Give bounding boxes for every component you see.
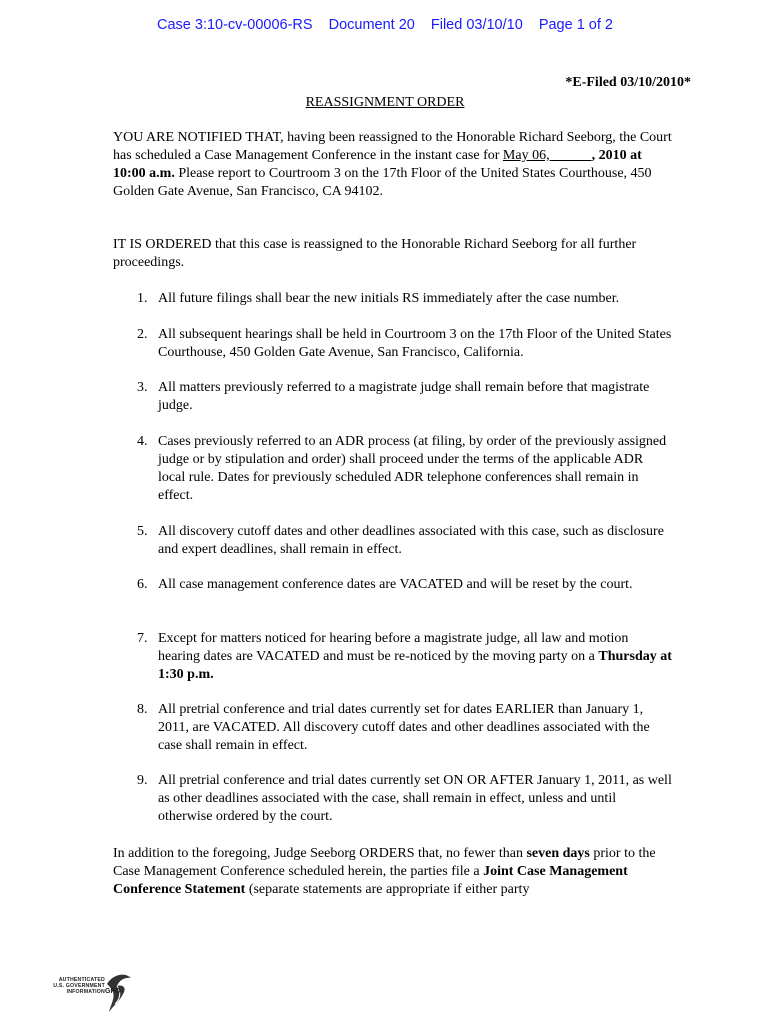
order-text: All pretrial conference and trial dates currently set for dates EARLIER than January 1, 2011, are VACATED. All discovery cutoff dates and other deadlines associated with the case shall remain in effect. (158, 702, 650, 753)
order-item (113, 523, 673, 559)
document-number: Document 20 (328, 17, 415, 33)
closing-text-1: In addition to the foregoing, Judge Seeborg ORDERS that, no fewer than (113, 846, 527, 861)
order-number: 8. (137, 702, 148, 717)
closing-paragraph (113, 845, 673, 899)
gpo-authentication-seal (45, 972, 135, 1016)
joint-statement: Joint Case Management Conference Statement (113, 864, 628, 897)
order-item (113, 290, 673, 308)
closing-text-2: prior to the Case Management Conference scheduled herein, the parties file a (113, 846, 656, 879)
gpo-seal-text: AUTHENTICATED U.S. GOVERNMENT INFORMATION (53, 977, 105, 995)
order-number: 7. (137, 631, 148, 646)
ordered-paragraph: IT IS ORDERED that this case is reassigned to the Honorable Richard Seeborg for all further proceedings. (113, 237, 637, 270)
order-number: 1. (137, 291, 148, 306)
order-text: All discovery cutoff dates and other deadlines associated with this case, such as disclosure and expert deadlines, shall remain in effect. (158, 524, 664, 557)
order-text: All pretrial conference and trial dates currently set ON OR AFTER January 1, 2011, as well as other deadlines associated with the case, shall remain in effect, unless and until otherwise ordered by the court. (158, 773, 672, 824)
case-number: Case 3:10-cv-00006-RS (157, 17, 313, 33)
order-item (113, 701, 673, 755)
order-number: 3. (137, 380, 148, 395)
title-text: REASSIGNMENT ORDER (305, 95, 465, 110)
order-item (113, 576, 673, 594)
seven-days: seven days (526, 846, 590, 861)
order-text: All case management conference dates are VACATED and will be reset by the court. (158, 577, 633, 592)
order-text (158, 630, 673, 684)
conference-time: , 2010 at 10:00 a.m. (113, 148, 642, 181)
notice-text: YOU ARE NOTIFIED THAT, having been reassigned to the Honorable Richard Seeborg, the Court has scheduled a Case Management Conference in the instant case for (113, 130, 672, 163)
notice-location: Please report to Courtroom 3 on the 17th Floor of the United States Courthouse, 450 Golden Gate Avenue, San Francisco, CA 94102. (113, 166, 652, 199)
order-item (113, 772, 673, 826)
document-title (0, 95, 770, 111)
page-number: Page 1 of 2 (538, 17, 613, 33)
order-item (113, 326, 673, 362)
order-number: 2. (137, 327, 148, 342)
order-number: 4. (137, 434, 148, 449)
closing-text-3: (separate statements are appropriate if either party (245, 882, 530, 897)
order-text: Cases previously referred to an ADR process (at filing, by order of the previously assigned judge or by stipulation and order) shall proceed under the terms of the applicable ADR local rule. Dates for previously scheduled ADR telephone conferences shall remain in effect. (158, 434, 667, 503)
order-item (113, 379, 673, 415)
gpo-mark: GPO (105, 988, 121, 995)
order-text: All subsequent hearings shall be held in Courtroom 3 on the 17th Floor of the United States Courthouse, 450 Golden Gate Avenue, San Francisco, California. (158, 327, 672, 360)
efiled-stamp: *E-Filed 03/10/2010* (565, 75, 691, 90)
order-text: All matters previously referred to a magistrate judge shall remain before that magistrate judge. (158, 380, 650, 413)
order-number: 5. (137, 524, 148, 539)
notice-paragraph (113, 129, 673, 201)
conference-date-fill: May 06, (502, 148, 592, 163)
order-number: 9. (137, 773, 148, 788)
order-number: 6. (137, 577, 148, 592)
filing-header (0, 17, 770, 33)
order-item (113, 630, 673, 684)
order-item (113, 433, 673, 505)
hearing-day-time: Thursday at 1:30 p.m. (158, 649, 672, 682)
order-text-main: Except for matters noticed for hearing before a magistrate judge, all law and motion hearing dates are VACATED and must be re-noticed by the moving party on a (158, 631, 629, 664)
filed-date: Filed 03/10/10 (430, 17, 523, 33)
order-text: All future filings shall bear the new initials RS immediately after the case number. (158, 291, 620, 306)
